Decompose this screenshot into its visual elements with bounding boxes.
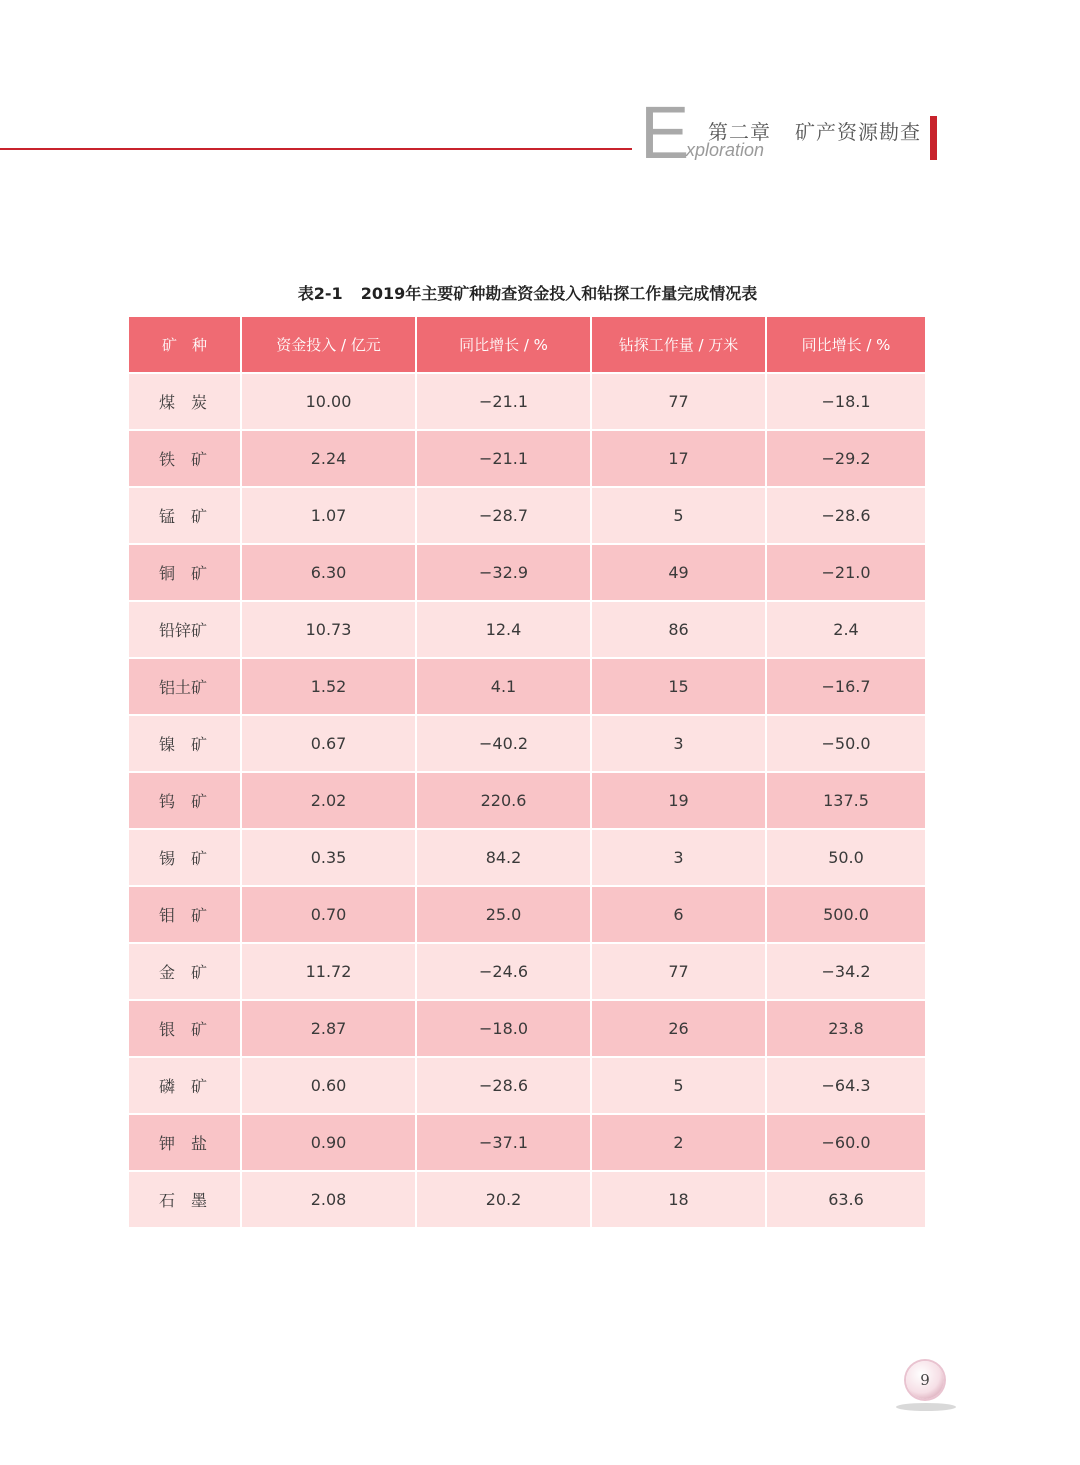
investment-growth-cell: −28.6 (416, 1057, 591, 1114)
drilling-growth-cell: 2.4 (766, 601, 925, 658)
table-row (129, 601, 925, 658)
investment-cell: 10.00 (241, 373, 416, 430)
chapter-logo-word: xploration (686, 140, 765, 160)
investment-cell: 2.08 (241, 1171, 416, 1227)
investment-growth-cell: −32.9 (416, 544, 591, 601)
column-header: 同比增长 / % (416, 317, 591, 373)
table-row (129, 1114, 925, 1171)
table-row (129, 487, 925, 544)
investment-cell: 1.07 (241, 487, 416, 544)
exploration-table (129, 317, 925, 1227)
mineral-name-cell: 锡 矿 (129, 829, 241, 886)
mineral-name-cell: 镍 矿 (129, 715, 241, 772)
drilling-growth-cell: 500.0 (766, 886, 925, 943)
investment-growth-cell: 25.0 (416, 886, 591, 943)
drilling-cell: 3 (591, 715, 766, 772)
drilling-growth-cell: 50.0 (766, 829, 925, 886)
table-row (129, 373, 925, 430)
table-row (129, 1057, 925, 1114)
investment-cell: 2.24 (241, 430, 416, 487)
investment-cell: 0.67 (241, 715, 416, 772)
investment-growth-cell: 20.2 (416, 1171, 591, 1227)
table-header-row (129, 317, 925, 373)
investment-cell: 0.70 (241, 886, 416, 943)
drilling-cell: 49 (591, 544, 766, 601)
drilling-cell: 3 (591, 829, 766, 886)
investment-growth-cell: −24.6 (416, 943, 591, 1000)
drilling-growth-cell: −50.0 (766, 715, 925, 772)
drilling-cell: 15 (591, 658, 766, 715)
investment-growth-cell: −18.0 (416, 1000, 591, 1057)
mineral-name-cell: 金 矿 (129, 943, 241, 1000)
drilling-cell: 19 (591, 772, 766, 829)
table-caption-title: 2019年主要矿种勘查资金投入和钻探工作量完成情况表 (360, 284, 758, 303)
mineral-name-cell: 铁 矿 (129, 430, 241, 487)
drilling-growth-cell: −60.0 (766, 1114, 925, 1171)
investment-cell: 2.02 (241, 772, 416, 829)
drilling-growth-cell: −34.2 (766, 943, 925, 1000)
mineral-name-cell: 钼 矿 (129, 886, 241, 943)
investment-growth-cell: −37.1 (416, 1114, 591, 1171)
chapter-title: 矿产资源勘查 (795, 120, 921, 144)
drilling-cell: 5 (591, 1057, 766, 1114)
drilling-cell: 26 (591, 1000, 766, 1057)
table-row (129, 886, 925, 943)
mineral-name-cell: 银 矿 (129, 1000, 241, 1057)
investment-growth-cell: −21.1 (416, 373, 591, 430)
column-header: 钻探工作量 / 万米 (591, 317, 766, 373)
investment-growth-cell: 84.2 (416, 829, 591, 886)
drilling-cell: 18 (591, 1171, 766, 1227)
mineral-name-cell: 铝土矿 (129, 658, 241, 715)
chapter-number: 第二章 (708, 120, 771, 144)
chapter-logo-letter: E (640, 91, 690, 174)
chapter-accent-bar (930, 116, 937, 160)
drilling-growth-cell: −21.0 (766, 544, 925, 601)
header-rule-line (0, 148, 632, 150)
investment-growth-cell: −40.2 (416, 715, 591, 772)
investment-cell: 10.73 (241, 601, 416, 658)
investment-cell: 0.90 (241, 1114, 416, 1171)
table-row (129, 1000, 925, 1057)
mineral-name-cell: 磷 矿 (129, 1057, 241, 1114)
table-row (129, 829, 925, 886)
table-row (129, 772, 925, 829)
drilling-growth-cell: 63.6 (766, 1171, 925, 1227)
drilling-cell: 2 (591, 1114, 766, 1171)
drilling-growth-cell: −28.6 (766, 487, 925, 544)
mineral-name-cell: 锰 矿 (129, 487, 241, 544)
investment-growth-cell: 220.6 (416, 772, 591, 829)
investment-growth-cell: 12.4 (416, 601, 591, 658)
mineral-name-cell: 铅锌矿 (129, 601, 241, 658)
drilling-growth-cell: −16.7 (766, 658, 925, 715)
investment-cell: 6.30 (241, 544, 416, 601)
table-row (129, 430, 925, 487)
investment-growth-cell: −21.1 (416, 430, 591, 487)
investment-growth-cell: 4.1 (416, 658, 591, 715)
investment-cell: 0.35 (241, 829, 416, 886)
page-number-shadow (896, 1403, 956, 1411)
mineral-name-cell: 石 墨 (129, 1171, 241, 1227)
drilling-cell: 6 (591, 886, 766, 943)
column-header: 矿 种 (129, 317, 241, 373)
investment-cell: 1.52 (241, 658, 416, 715)
column-header: 同比增长 / % (766, 317, 925, 373)
investment-cell: 0.60 (241, 1057, 416, 1114)
column-header: 资金投入 / 亿元 (241, 317, 416, 373)
investment-cell: 2.87 (241, 1000, 416, 1057)
drilling-cell: 77 (591, 943, 766, 1000)
mineral-name-cell: 钨 矿 (129, 772, 241, 829)
drilling-growth-cell: −64.3 (766, 1057, 925, 1114)
mineral-name-cell: 煤 炭 (129, 373, 241, 430)
table-caption-number: 表2-1 (297, 284, 343, 303)
mineral-name-cell: 钾 盐 (129, 1114, 241, 1171)
drilling-cell: 17 (591, 430, 766, 487)
investment-growth-cell: −28.7 (416, 487, 591, 544)
drilling-growth-cell: 137.5 (766, 772, 925, 829)
table-row (129, 943, 925, 1000)
page-number-badge: 9 (906, 1361, 944, 1399)
drilling-growth-cell: −29.2 (766, 430, 925, 487)
table-row (129, 1171, 925, 1227)
mineral-name-cell: 铜 矿 (129, 544, 241, 601)
drilling-cell: 5 (591, 487, 766, 544)
table-row (129, 715, 925, 772)
table-row (129, 544, 925, 601)
table-caption (130, 281, 925, 304)
investment-cell: 11.72 (241, 943, 416, 1000)
drilling-cell: 86 (591, 601, 766, 658)
drilling-growth-cell: 23.8 (766, 1000, 925, 1057)
table-row (129, 658, 925, 715)
drilling-cell: 77 (591, 373, 766, 430)
drilling-growth-cell: −18.1 (766, 373, 925, 430)
